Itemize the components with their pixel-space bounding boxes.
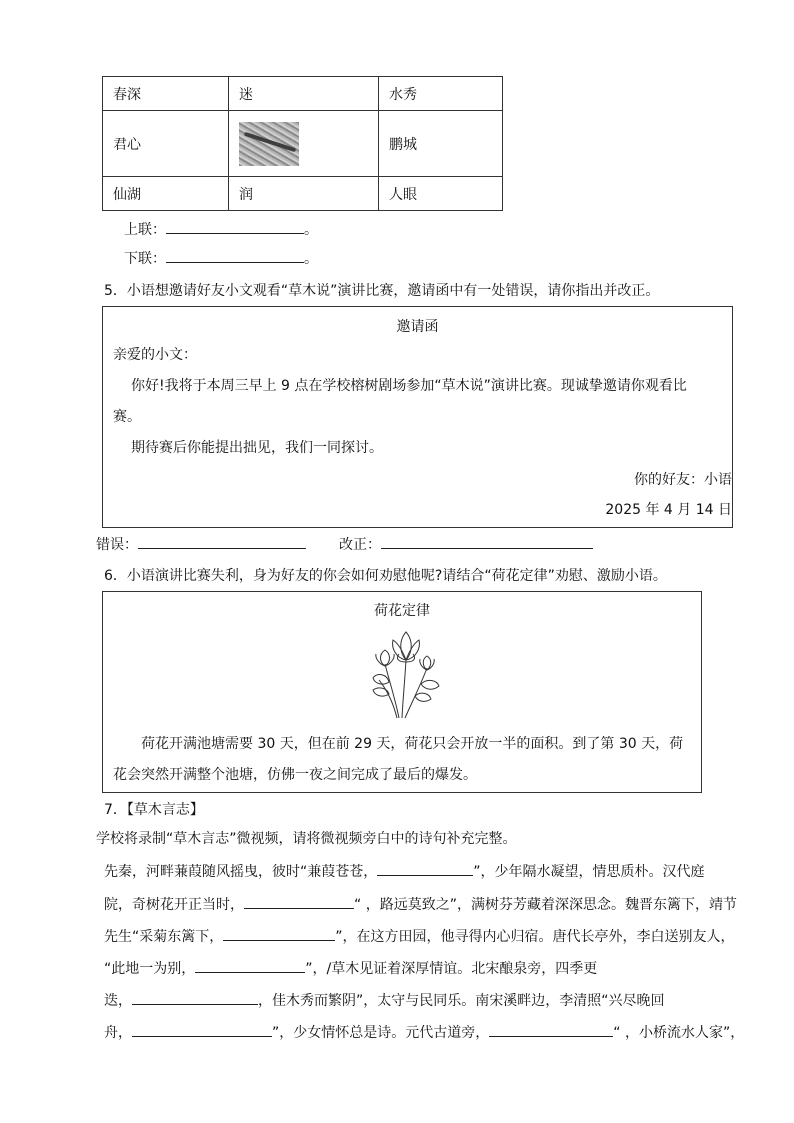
poem-fill-line (104, 861, 705, 882)
poem-answer-blank[interactable] (244, 894, 354, 909)
poem-fill-line (104, 926, 735, 947)
poem-text: “此地一为别， (104, 961, 196, 977)
question-7-heading: 7．【草木言志】 (104, 802, 204, 818)
question-5-prompt: 5．小语想邀请好友小文观看“草木说”演讲比赛，邀请函中有一处错误，请你指出并改正。 (104, 283, 660, 299)
table-cell: 仙湖 (103, 177, 229, 211)
poem-text: 院，奇树花开正当时， (104, 897, 244, 913)
lower-label: 下联： (124, 251, 166, 267)
poem-answer-blank[interactable] (132, 990, 258, 1005)
letter-body-line: 你好!我将于本周三早上 9 点在学校榕树剧场参加“草木说”演讲比赛。现诚挚邀请你观看比 (131, 378, 687, 394)
letter-body-line: 期待赛后你能提出拙见，我们一同探讨。 (131, 440, 383, 456)
upper-label: 上联： (124, 222, 166, 238)
poem-answer-blank[interactable] (223, 926, 335, 941)
poem-text: “ ，小桥流水人家”， (613, 1025, 745, 1041)
table-cell: 鹏城 (379, 111, 503, 177)
poem-fill-line (104, 990, 665, 1011)
lotus-law-box (102, 591, 702, 793)
table-row (103, 77, 503, 111)
lotus-box-title: 荷花定律 (374, 603, 430, 619)
table-cell: 人眼 (379, 177, 503, 211)
letter-title: 邀请函 (396, 319, 439, 335)
table-cell-image (229, 111, 379, 177)
question-6-prompt: 6．小语演讲比赛失利，身为好友的你会如何劝慰他呢?请结合“荷花定律”劝慰、激励小语。 (104, 568, 667, 584)
handwriting-image (239, 122, 299, 166)
lotus-text-line: 花会突然开满整个池塘，仿佛一夜之间完成了最后的爆发。 (113, 767, 477, 783)
invitation-letter-box (102, 306, 733, 528)
lotus-illustration (369, 628, 443, 720)
error-answer-blank[interactable] (138, 534, 306, 549)
question-7-intro: 学校将录制“草木言志”微视频，请将微视频旁白中的诗句补充完整。 (96, 831, 517, 847)
upper-answer-blank[interactable] (166, 219, 304, 234)
table-cell: 水秀 (379, 77, 503, 111)
letter-body-line: 赛。 (113, 409, 141, 425)
poem-fill-line (104, 894, 737, 915)
end-mark: 。 (304, 222, 318, 238)
poem-fill-line (104, 958, 597, 979)
upper-couplet-line (124, 219, 318, 240)
poem-answer-blank[interactable] (377, 861, 473, 876)
error-label: 错误： (96, 537, 138, 553)
poem-text: “ ，路远莫致之”，满树芬芳藏着深深思念。魏晋东篱下，靖节 (354, 897, 737, 913)
poem-answer-blank[interactable] (195, 958, 305, 973)
table-cell: 润 (229, 177, 379, 211)
error-answer-line (96, 534, 306, 555)
poem-text: 先生“采菊东篱下， (104, 929, 224, 945)
poem-text: 舟， (104, 1025, 132, 1041)
poem-text: ，佳木秀而繁阴”，太守与民同乐。南宋溪畔边，李清照“兴尽晚回 (258, 993, 665, 1009)
poem-text: ”，少年隔水凝望，情思质朴。汉代庭 (473, 864, 705, 880)
correction-answer-line (339, 534, 593, 555)
correction-label: 改正： (339, 537, 381, 553)
table-cell: 迷 (229, 77, 379, 111)
poem-text: ”，/草木见证着深厚情谊。北宋酿泉旁，四季更 (305, 961, 598, 977)
end-mark: 。 (304, 251, 318, 267)
letter-greeting: 亲爱的小文： (113, 347, 197, 363)
poem-answer-blank[interactable] (132, 1022, 272, 1037)
letter-signature: 你的好友：小语 (634, 472, 732, 488)
poem-text: ”，少女情怀总是诗。元代古道旁， (272, 1025, 490, 1041)
lower-couplet-line (124, 248, 318, 269)
correction-answer-blank[interactable] (381, 534, 593, 549)
poem-text: 迭， (104, 993, 132, 1009)
couplet-table (102, 76, 503, 211)
lower-answer-blank[interactable] (166, 248, 304, 263)
poem-answer-blank[interactable] (489, 1022, 613, 1037)
letter-date: 2025 年 4 月 14 日 (605, 502, 732, 518)
table-cell: 君心 (103, 111, 229, 177)
poem-text: 先秦，河畔蒹葭随风摇曳，彼时“兼葭苍苍， (104, 864, 378, 880)
table-row (103, 177, 503, 211)
poem-fill-line (104, 1022, 744, 1043)
table-row (103, 111, 503, 177)
poem-text: ”，在这方田园，他寻得内心归宿。唐代长亭外，李白送别友人， (335, 929, 735, 945)
table-cell: 春深 (103, 77, 229, 111)
lotus-text-line: 荷花开满池塘需要 30 天，但在前 29 天，荷花只会开放一半的面积。到了第 30 天，荷 (141, 736, 684, 752)
